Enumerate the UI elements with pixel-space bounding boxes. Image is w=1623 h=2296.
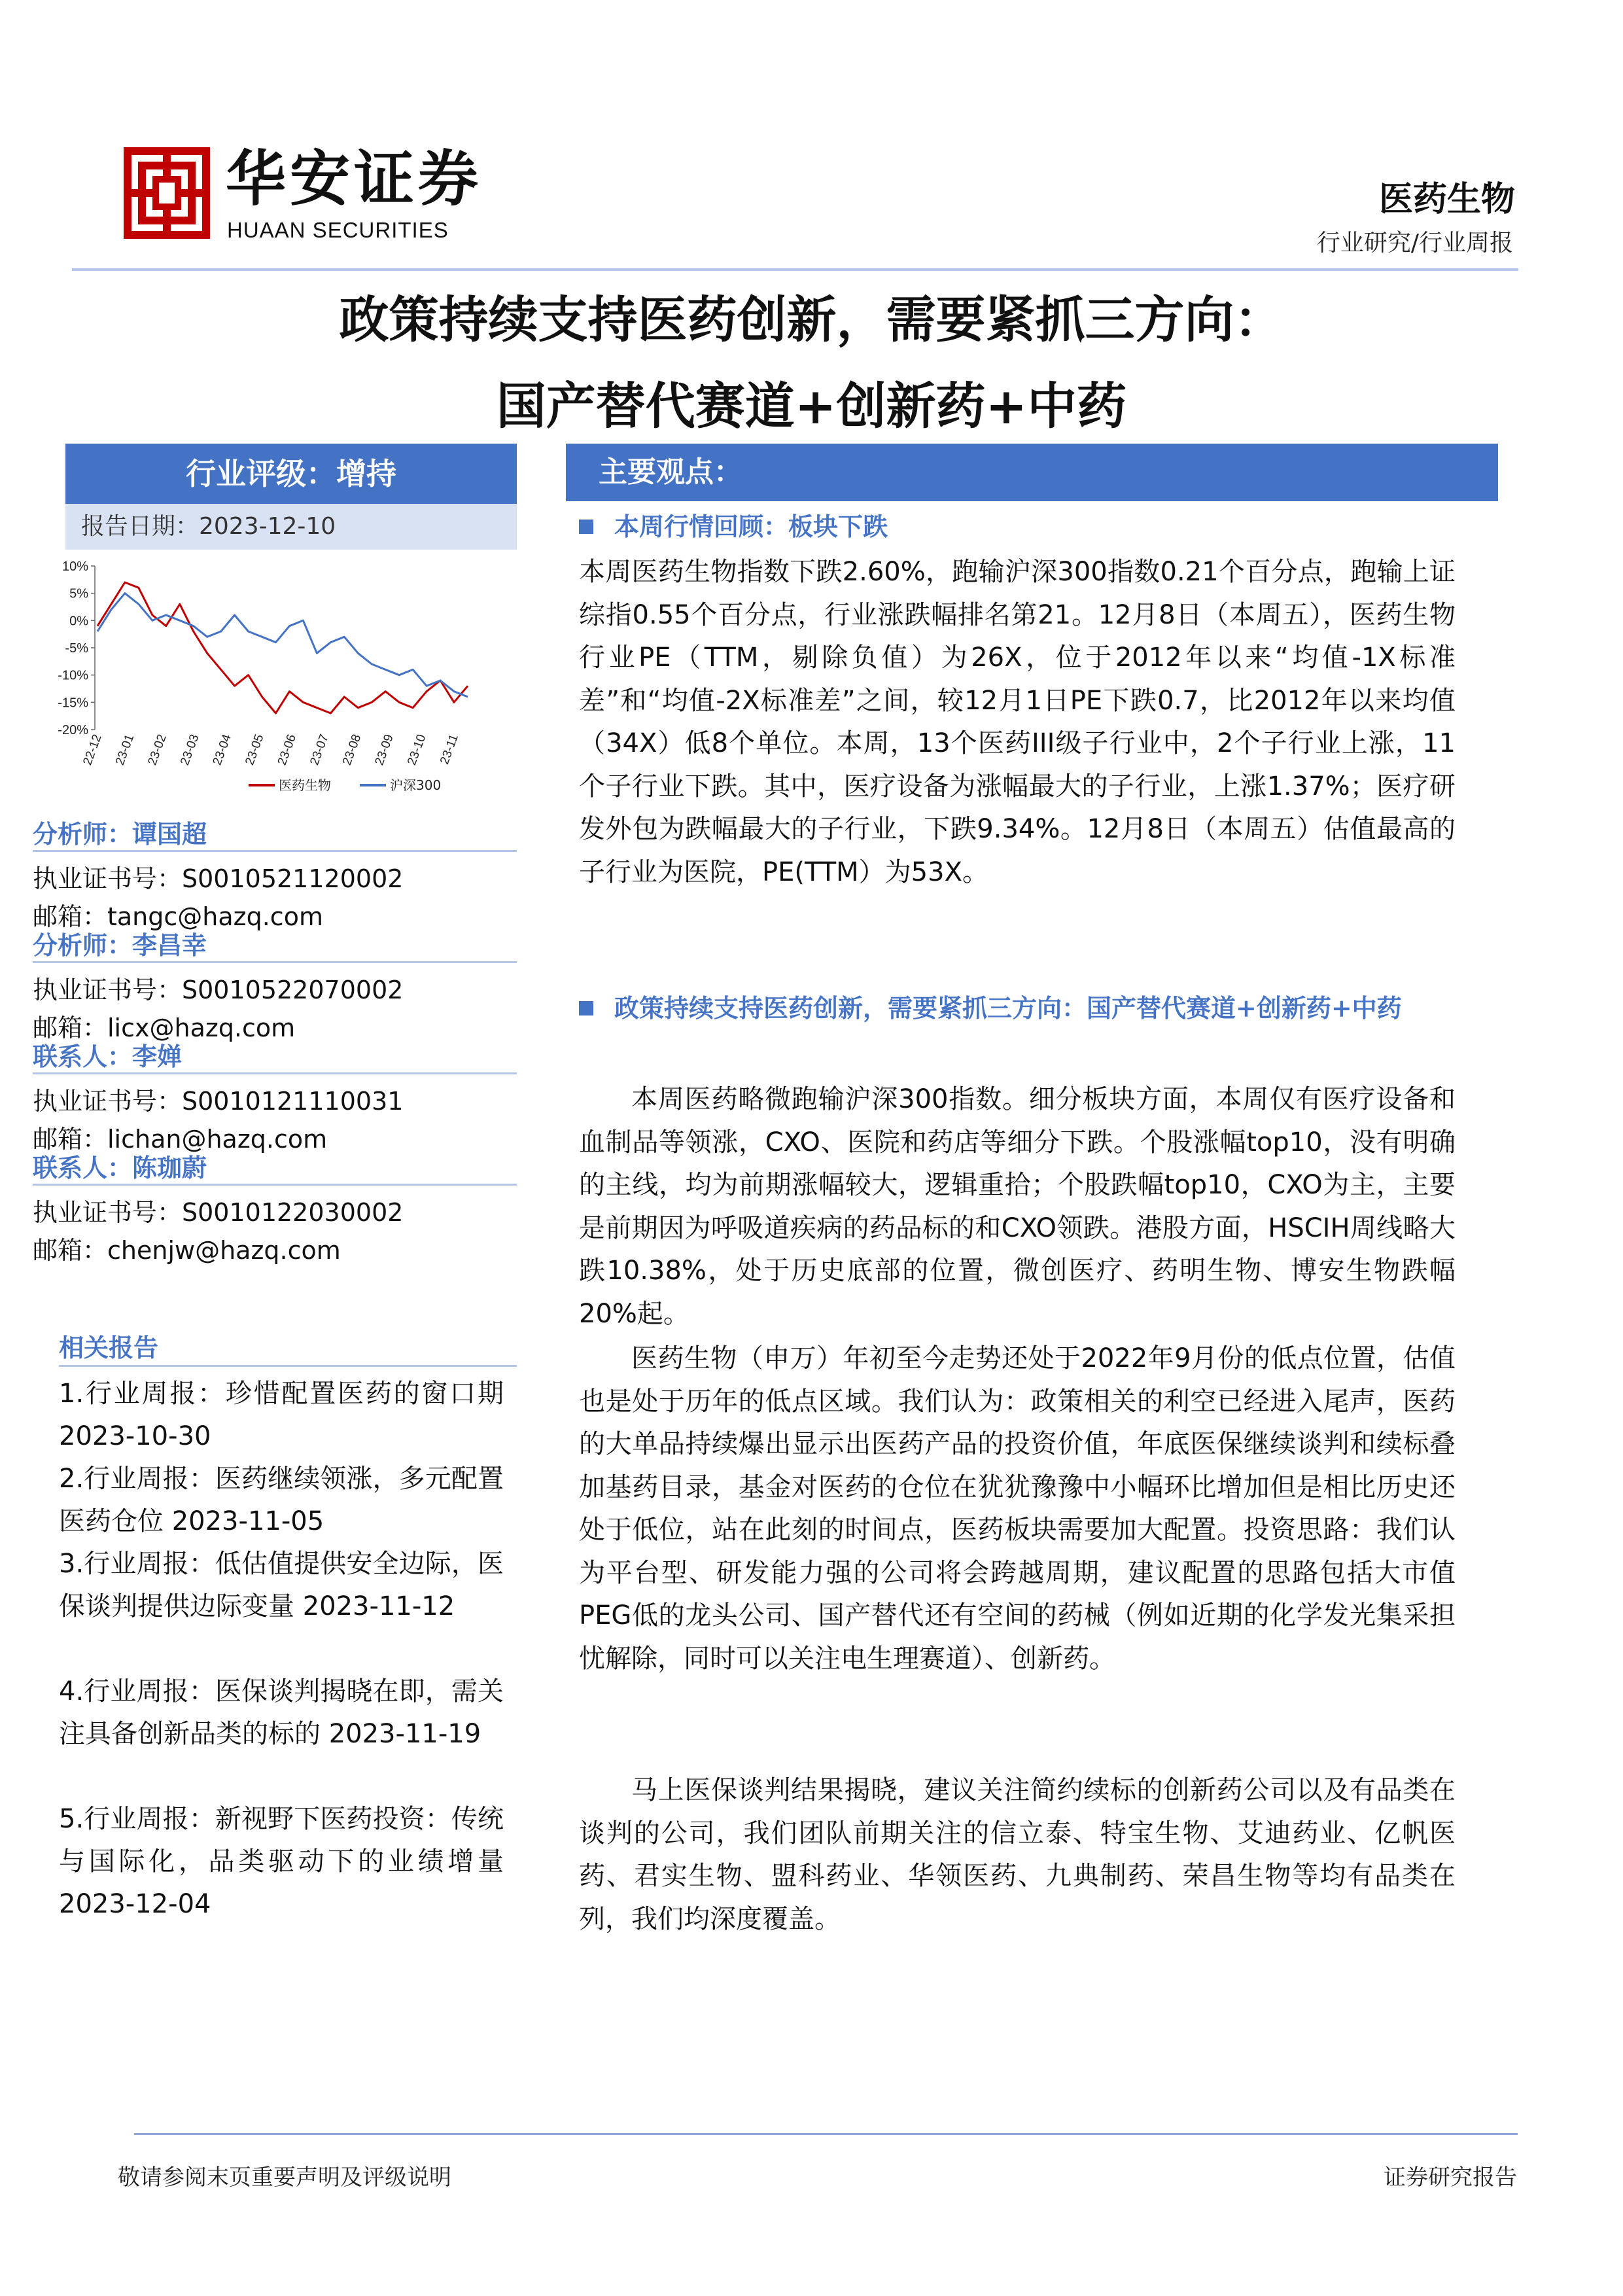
- x-tick-label: 23-02: [145, 732, 169, 768]
- legend-label: 沪深300: [390, 777, 442, 793]
- related-report-1[interactable]: 1.行业周报：珍惜配置医药的窗口期 2023-10-30: [59, 1379, 504, 1451]
- header-divider: [72, 268, 1518, 271]
- section-1-body: 本周医药生物指数下跌2.60%，跑输沪深300指数0.21个百分点，跑输上证综指0.55个百分点，行业涨跌幅排名第21。12月8日（本周五），医药生物行业PE（TTM，剔除负值）为26X，位于2012年以来“均值-1X标准差”和“均值-2X标准差”之间，较12月1日PE下跌0.7，比2012年以来均值（34X）低8个单位。本周，13个医药III级子行业中，2个子行业上涨，11个子行业下跌。其中，医疗设备为涨幅最大的子行业，上涨1.37%；医疗研发外包为跌幅最大的子行业，下跌9.34%。12月8日（本周五）估值最高的子行业为医院，PE(TTM）为53X。: [579, 557, 1456, 887]
- logo-chinese-name: 华安证券: [226, 143, 483, 214]
- performance-chart: [39, 556, 484, 805]
- contact-2-name: 联系人：陈珈蔚: [33, 1152, 517, 1186]
- x-tick-label: 23-07: [307, 732, 332, 768]
- related-report-3[interactable]: 3.行业周报：低估值提供安全边际，医保谈判提供边际变量 2023-11-12: [59, 1549, 504, 1621]
- x-tick-label: 22-12: [80, 732, 105, 768]
- related-reports-heading: 相关报告: [59, 1330, 517, 1367]
- analyst-1-name: 分析师：谭国超: [33, 818, 517, 852]
- x-tick-label: 23-05: [243, 732, 267, 768]
- y-tick-label: -10%: [58, 668, 88, 683]
- footer-doc-label: 证券研究报告: [1384, 2164, 1517, 2191]
- related-report-4[interactable]: 4.行业周报：医保谈判揭晓在即，需关注具备创新品类的标的 2023-11-19: [59, 1676, 504, 1749]
- section-2-paragraph-3: 马上医保谈判结果揭晓，建议关注简约续标的创新药公司以及有品类在谈判的公司，我们团队前期关注的信立泰、特宝生物、艾迪药业、亿帆医药、君实生物、盟科药业、华领医药、九典制药、荣昌生物等均有品类在列，我们均深度覆盖。: [579, 1775, 1456, 1934]
- report-title-line-1: 政策持续支持医药创新，需要紧抓三方向：: [339, 291, 1284, 349]
- section-1-heading-text: 本周行情回顾：板块下跌: [614, 512, 888, 541]
- contact-1-name: 联系人：李婵: [33, 1040, 517, 1074]
- company-logo: [121, 141, 500, 245]
- key-views-heading: 主要观点：: [566, 444, 1498, 501]
- section-2-heading: [579, 987, 1456, 1030]
- contact-1-email[interactable]: 邮箱：lichan@hazq.com: [33, 1125, 328, 1154]
- report-title-line-2: 国产替代赛道+创新药+中药: [496, 377, 1127, 435]
- x-tick-label: 23-11: [438, 732, 461, 767]
- x-tick-label: 23-03: [178, 732, 202, 768]
- series-line-2: [97, 593, 468, 697]
- y-tick-label: -20%: [58, 723, 88, 737]
- x-tick-label: 23-10: [405, 732, 429, 768]
- y-tick-label: -15%: [58, 696, 88, 711]
- y-tick-label: 0%: [69, 614, 88, 629]
- x-tick-label: 23-04: [210, 732, 234, 768]
- related-report-2[interactable]: 2.行业周报：医药继续领涨，多元配置医药仓位 2023-11-05: [59, 1464, 504, 1536]
- y-tick-label: -5%: [65, 641, 88, 656]
- report-date: 报告日期：2023-12-10: [65, 504, 517, 550]
- x-tick-label: 23-06: [275, 732, 300, 768]
- bullet-square-icon: [579, 520, 593, 534]
- analyst-2-cert: 执业证书号：S0010522070002: [33, 976, 404, 1004]
- related-report-5[interactable]: 5.行业周报：新视野下医药投资：传统与国际化，品类驱动下的业绩增量 2023-12-04: [59, 1804, 504, 1919]
- x-tick-label: 23-01: [113, 732, 137, 768]
- contact-2-cert: 执业证书号：S0010122030002: [33, 1198, 404, 1227]
- logo-english-name: HUAAN SECURITIES: [227, 218, 449, 242]
- y-tick-label: 10%: [61, 559, 88, 574]
- industry-rating: 行业评级：增持: [65, 444, 517, 504]
- sector-label: 医药生物: [1378, 179, 1515, 219]
- footer-disclaimer: 敬请参阅末页重要声明及评级说明: [118, 2164, 451, 2191]
- y-tick-label: 5%: [69, 586, 88, 601]
- contact-2-email[interactable]: 邮箱：chenjw@hazq.com: [33, 1236, 341, 1265]
- analyst-2-email[interactable]: 邮箱：licx@hazq.com: [33, 1014, 296, 1042]
- logo-emblem-icon: [121, 145, 213, 241]
- analyst-1-cert: 执业证书号：S0010521120002: [33, 864, 404, 893]
- section-2-paragraph-1: 本周医药略微跑输沪深300指数。细分板块方面，本周仅有医疗设备和血制品等领涨，CXO、医院和药店等细分下跌。个股涨幅top10，没有明确的主线，均为前期涨幅较大，逻辑重拾；个股跌幅top10，CXO为主，主要是前期因为呼吸道疾病的药品标的和CXO领跌。港股方面，HSCIH周线略大跌10.38%，处于历史底部的位置，微创医疗、药明生物、博安生物跌幅20%起。: [579, 1084, 1456, 1329]
- section-2-paragraph-2: 医药生物（申万）年初至今走势还处于2022年9月份的低点位置，估值也是处于历年的低点区域。我们认为：政策相关的利空已经进入尾声，医药的大单品持续爆出显示出医药产品的投资价值，年底医保继续谈判和续标叠加基药目录，基金对医药的仓位在犹犹豫豫中小幅环比增加但是相比历史还处于低位，站在此刻的时间点，医药板块需要加大配置。投资思路：我们认为平台型、研发能力强的公司将会跨越周期，建议配置的思路包括大市值PEG低的龙头公司、国产替代还有空间的药械（例如近期的化学发光集采担忧解除，同时可以关注电生理赛道）、创新药。: [579, 1343, 1456, 1674]
- x-tick-label: 23-08: [340, 732, 364, 768]
- contact-1-cert: 执业证书号：S0010121110031: [33, 1087, 404, 1116]
- legend-label: 医药生物: [279, 777, 331, 793]
- analyst-2-name: 分析师：李昌幸: [33, 929, 517, 963]
- section-2-heading-text: 政策持续支持医药创新，需要紧抓三方向：国产替代赛道+创新药+中药: [614, 993, 1402, 1023]
- bullet-square-icon: [579, 1001, 593, 1016]
- series-line-1: [97, 582, 468, 713]
- document-type: 行业研究/行业周报: [1316, 230, 1513, 256]
- x-tick-label: 23-09: [372, 732, 396, 768]
- section-1-heading: [579, 505, 1456, 548]
- analyst-1-email[interactable]: 邮箱：tangc@hazq.com: [33, 902, 323, 931]
- footer-divider: [134, 2133, 1518, 2135]
